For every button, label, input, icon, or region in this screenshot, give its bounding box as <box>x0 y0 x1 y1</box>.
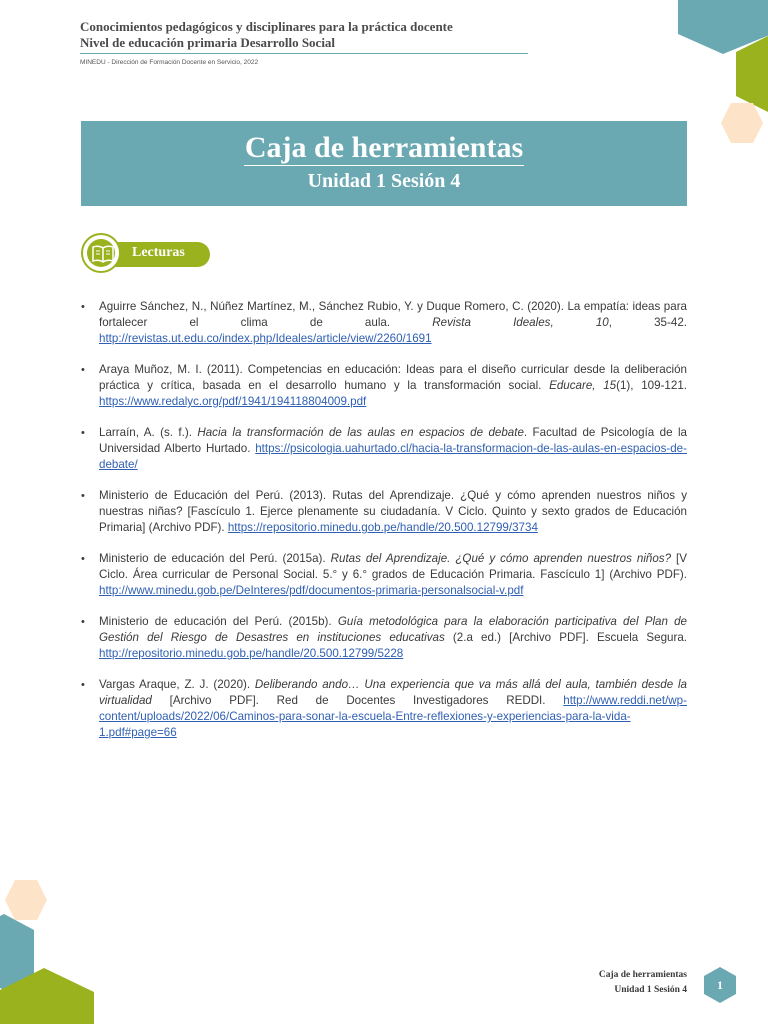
hexagon-decoration-bottom-green <box>0 968 96 1024</box>
reference-link[interactable]: http://www.reddi.net/wp-content/uploads/2022/06/Caminos-para-sonar-la-escuela-Entre-reflexiones-y-experiencias-para-la-vida-1.pdf#page=66 <box>99 694 687 739</box>
reference-text: Araya Muñoz, M. I. (2011). Competencias en educación: Ideas para el diseño curricular desde la deliberación práctica y crítica, basada en el desarrollo humano y la transformación social. <box>99 363 687 392</box>
reference-item <box>81 551 687 599</box>
reference-text: Aguirre Sánchez, N., Núñez Martínez, M., Sánchez Rubio, Y. y Duque Romero, C. (2020). La empatía: ideas para fortalecer el clima de aula. <box>99 300 687 329</box>
reference-source: Rutas del Aprendizaje. ¿Qué y cómo aprenden nuestros niños? <box>330 552 672 565</box>
reference-link[interactable]: http://www.minedu.gob.pe/DeInteres/pdf/documentos-primaria-personalsocial-v.pdf <box>99 584 524 597</box>
header-meta: MINEDU - Dirección de Formación Docente en Servicio, 2022 <box>80 59 259 66</box>
header-divider <box>80 53 528 54</box>
document-header <box>80 19 453 51</box>
footer-line-2: Unidad 1 Sesión 4 <box>614 985 687 995</box>
banner-subtitle: Unidad 1 Sesión 4 <box>307 170 461 192</box>
reference-detail: (1), 109-121. <box>616 379 687 392</box>
header-course-title: Conocimientos pedagógicos y disciplinares para la práctica docente <box>80 19 453 34</box>
reference-item <box>81 677 687 741</box>
page-number-badge <box>701 966 739 1004</box>
reference-text: Larraín, A. (s. f.). <box>99 426 198 439</box>
reference-source: Educare, 15 <box>549 379 617 392</box>
reference-list <box>81 299 687 756</box>
reference-link[interactable]: http://revistas.ut.edu.co/index.php/Ideales/article/view/2260/1691 <box>99 332 432 345</box>
reference-link[interactable]: https://psicologia.uahurtado.cl/hacia-la-transformacion-de-las-aulas-en-espacios-de-debate/ <box>99 442 687 471</box>
section-label-lecturas <box>81 233 211 275</box>
section-label-text: Lecturas <box>132 245 185 260</box>
reference-link[interactable]: https://www.redalyc.org/pdf/1941/194118804009.pdf <box>99 395 367 408</box>
reference-text: Ministerio de Educación del Perú. (2013). Rutas del Aprendizaje. ¿Qué y cómo aprenden nuestros niños y nuestras niñas? [Fascículo 1. Ejerce plenamente su ciudadanía. V Ciclo. Quinto y sexto grados de Educación Primaria] (Archivo PDF). <box>99 489 687 534</box>
hexagon-decoration-top-peach <box>720 101 764 145</box>
reference-source: Deliberando ando… Una experiencia que va más allá del aula, también desde la virtualidad <box>99 678 687 707</box>
reference-item <box>81 362 687 410</box>
reference-text: Ministerio de educación del Perú. (2015a). <box>99 552 331 565</box>
reference-link[interactable]: https://repositorio.minedu.gob.pe/handle/20.500.12799/3734 <box>227 521 538 534</box>
reference-detail: , 35-42. <box>608 316 687 329</box>
reference-link[interactable]: http://repositorio.minedu.gob.pe/handle/20.500.12799/5228 <box>99 647 404 660</box>
reference-detail: . Facultad de Psicología de la Universidad Alberto Hurtado. <box>99 426 688 455</box>
page-number: 1 <box>717 978 723 992</box>
reference-detail: (2.a ed.) [Archivo PDF]. Escuela Segura. <box>444 631 687 644</box>
reference-text: Ministerio de educación del Perú. (2015b). <box>99 615 338 628</box>
book-icon <box>81 233 121 273</box>
reference-item <box>81 425 687 473</box>
banner-title: Caja de herramientas <box>244 131 524 164</box>
reference-item <box>81 614 687 662</box>
reference-source: Revista Ideales, 10 <box>432 316 609 329</box>
reference-detail: [Archivo PDF]. Red de Docentes Investigadores REDDI. <box>151 694 564 707</box>
footer-title <box>599 968 687 998</box>
reference-detail: [V Ciclo. Área curricular de Personal Social. 5.° y 6.° grados de Educación Primaria. Fascículo 1] (Archivo PDF). <box>99 552 687 581</box>
footer-line-1: Caja de herramientas <box>598 970 687 980</box>
reference-source: Hacia la transformación de las aulas en espacios de debate <box>197 426 524 439</box>
reference-item <box>81 488 687 536</box>
reference-item <box>81 299 687 347</box>
reference-text: Vargas Araque, Z. J. (2020). <box>99 678 255 691</box>
title-banner <box>81 121 687 206</box>
reference-source: Guía metodológica para la elaboración participativa del Plan de Gestión del Riesgo de Desastres en instituciones educativas <box>99 615 687 644</box>
header-level-title: Nivel de educación primaria Desarrollo Social <box>80 35 336 50</box>
